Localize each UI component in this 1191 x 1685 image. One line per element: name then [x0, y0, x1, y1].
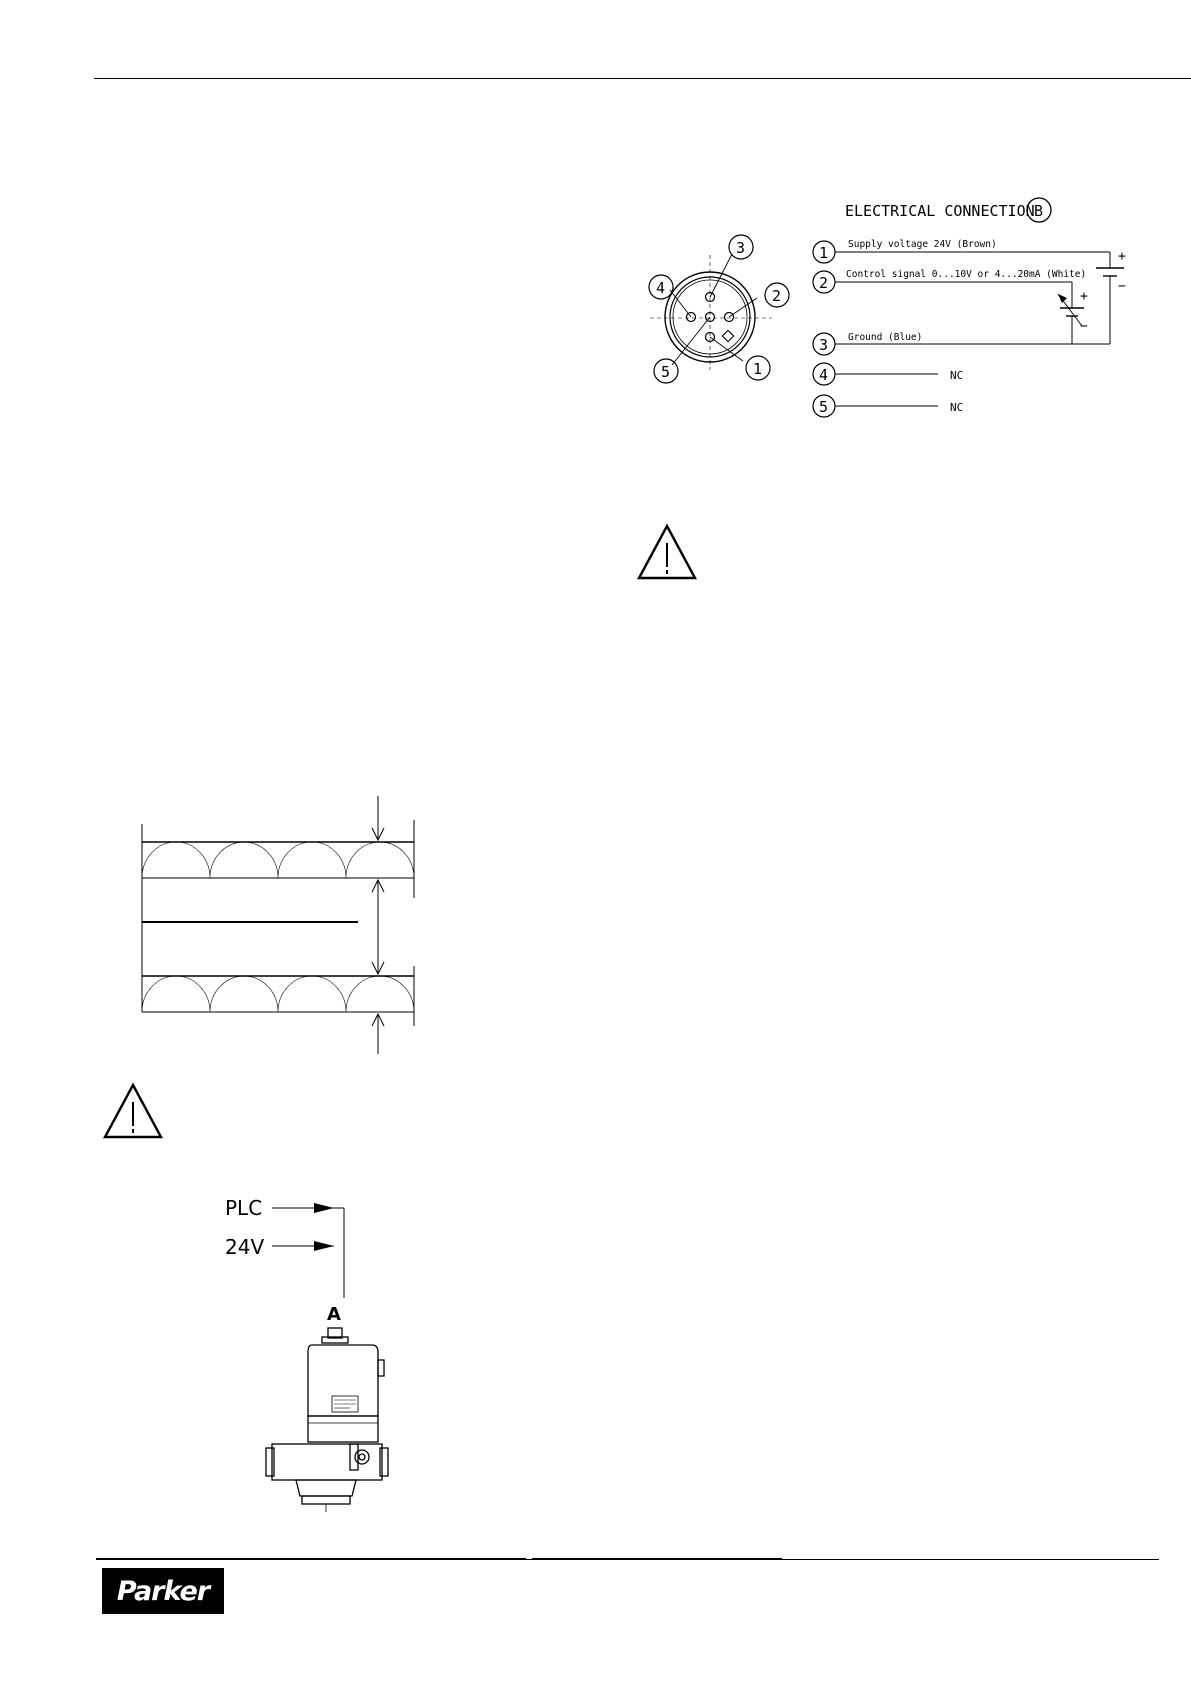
wire-1-pin: 1 [819, 244, 829, 262]
wire-1-label: Supply voltage 24V (Brown) [848, 239, 997, 250]
wire-5-pin: 5 [819, 398, 829, 416]
supply-plus: + [1118, 249, 1126, 264]
signal-minus: − [1080, 319, 1088, 334]
wiring-schematic [813, 239, 1126, 417]
24v-input-label: 24V [225, 1235, 265, 1259]
wire-3-label: Ground (Blue) [848, 332, 923, 343]
warning-icon [636, 523, 698, 581]
callout-1: 1 [753, 360, 763, 378]
supply-minus: − [1118, 279, 1126, 294]
electrical-connection-diagram [620, 190, 1140, 430]
valve-actuator-drawing [266, 1328, 388, 1512]
electrical-connection-title: ELECTRICAL CONNECTION [845, 202, 1035, 220]
signal-plus: + [1080, 289, 1088, 304]
plc-input-label: PLC [225, 1196, 263, 1220]
wire-2-pin: 2 [819, 274, 829, 292]
bottom-rule-accent [96, 1558, 526, 1560]
parker-logo [102, 1568, 224, 1614]
warning-icon [102, 1082, 164, 1140]
parker-logo-text: Parker [116, 1575, 210, 1607]
callout-3: 3 [736, 239, 746, 257]
wire-4-pin: 4 [819, 366, 829, 384]
wire-3-pin: 3 [819, 336, 829, 354]
tube-section-figure [130, 790, 430, 1055]
connector-front-view [649, 235, 789, 383]
wire-5-label: NC [950, 401, 964, 414]
bottom-rule-accent [532, 1558, 782, 1560]
callout-2: 2 [772, 287, 782, 305]
connection-a-label: A [327, 1304, 341, 1325]
callout-4: 4 [656, 279, 666, 297]
wire-4-label: NC [950, 369, 964, 382]
top-rule [94, 78, 1191, 79]
title-callout-label: B [1034, 202, 1044, 220]
valve-wiring-figure [220, 1190, 420, 1520]
wire-2-label: Control signal 0...10V or 4...20mA (White) [846, 269, 1087, 280]
coding-key [722, 330, 733, 341]
callout-5: 5 [661, 363, 671, 381]
